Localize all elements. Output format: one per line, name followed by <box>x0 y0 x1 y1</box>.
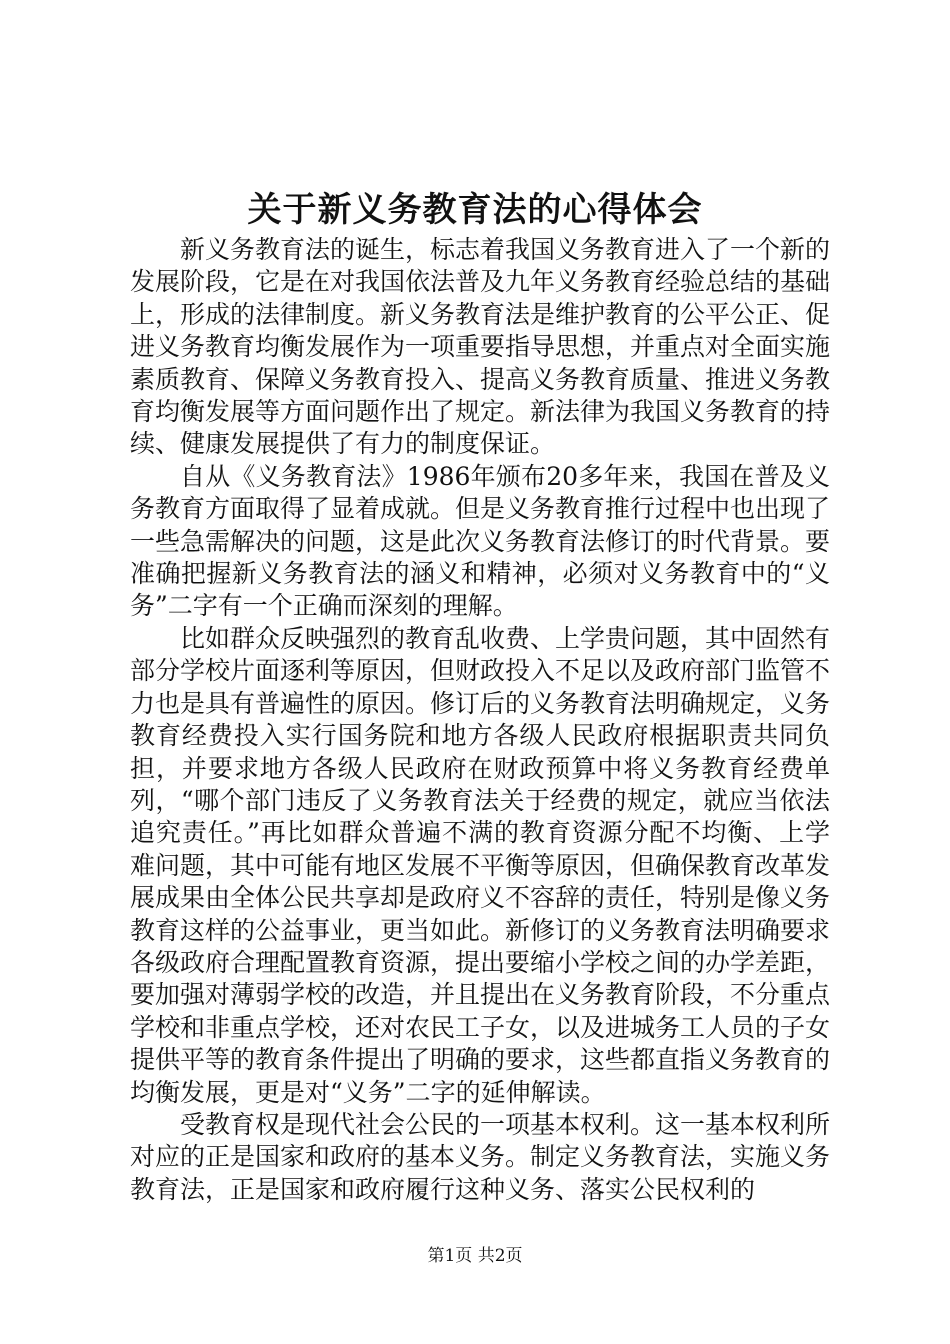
paragraph-4: 受教育权是现代社会公民的一项基本权利。这一基本权利所对应的正是国家和政府的基本义务。制定义务教育法，实施义务教育法，正是国家和政府履行这种义务、落实公民权利的 <box>130 1109 831 1204</box>
page-number-footer: 第1页 共2页 <box>427 1246 523 1266</box>
paragraph-3: 比如群众反映强烈的教育乱收费、上学贵问题，其中固然有部分学校片面逐利等原因，但财政投入不足以及政府部门监管不力也是具有普遍性的原因。修订后的义务教育法明确规定，义务教育经费投入实行国务院和地方各级人民政府根据职责共同负担，并要求地方各级人民政府在财政预算中将义务教育经费单列，“哪个部门违反了义务教育法关于经费的规定，就应当依法追究责任。”再比如群众普遍不满的教育资源分配不均衡、上学难问题，其中可能有地区发展不平衡等原因，但确保教育改革发展成果由全体公民共享却是政府义不容辞的责任，特别是像义务教育这样的公益事业，更当如此。新修订的义务教育法明确要求各级政府合理配置教育资源，提出要缩小学校之间的办学差距，要加强对薄弱学校的改造，并且提出在义务教育阶段，不分重点学校和非重点学校，还对农民工子女，以及进城务工人员的子女提供平等的教育条件提出了明确的要求，这些都直指义务教育的均衡发展，更是对“义务”二字的延伸解读。 <box>130 623 831 1107</box>
paragraph-2: 自从《义务教育法》1986年颁布20多年来，我国在普及义务教育方面取得了显着成就。但是义务教育推行过程中也出现了一些急需解决的问题，这是此次义务教育法修订的时代背景。要准确把握新义务教育法的涵义和精神，必须对义务教育中的“义务”二字有一个正确而深刻的理解。 <box>130 461 831 621</box>
document-title: 关于新义务教育法的心得体会 <box>247 190 703 230</box>
paragraph-1: 新义务教育法的诞生，标志着我国义务教育进入了一个新的发展阶段，它是在对我国依法普及九年义务教育经验总结的基础上，形成的法律制度。新义务教育法是维护教育的公平公正、促进义务教育均衡发展作为一项重要指导思想，并重点对全面实施素质教育、保障义务教育投入、提高义务教育质量、推进义务教育均衡发展等方面问题作出了规定。新法律为我国义务教育的持续、健康发展提供了有力的制度保证。 <box>130 235 831 459</box>
document-body <box>130 234 830 1206</box>
